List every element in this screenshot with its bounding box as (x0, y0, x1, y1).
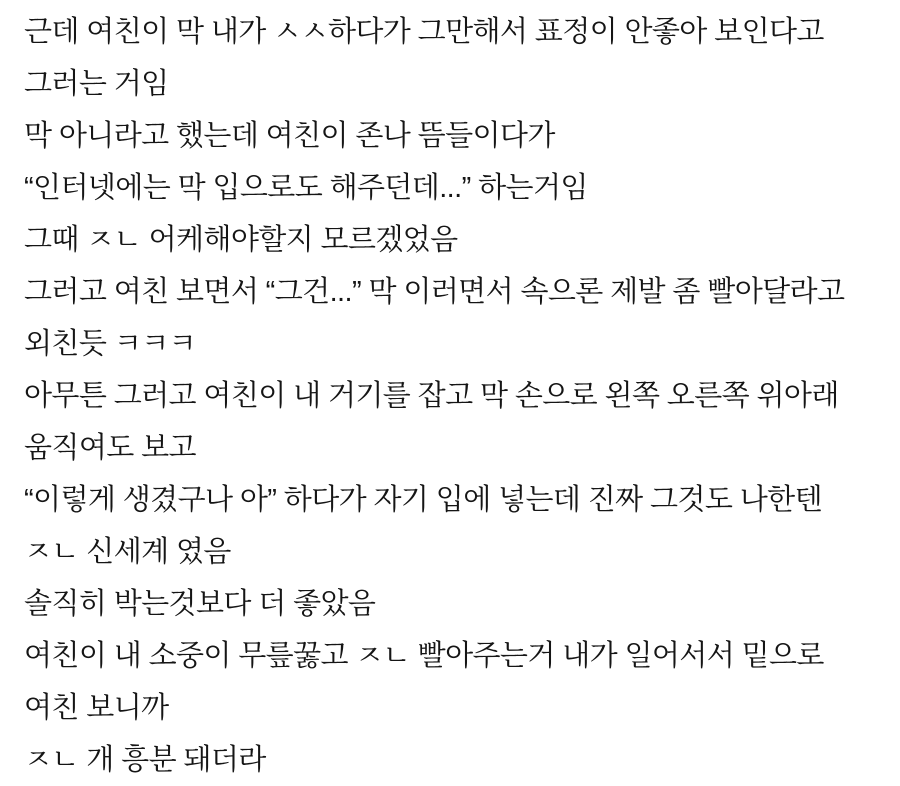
post-line: 근데 여친이 막 내가 ㅅㅅ하다가 그만해서 표정이 안좋아 보인다고 (24, 16, 824, 48)
post-line: 여친이 내 소중이 무릎꿇고 ㅈㄴ 빨아주는거 내가 일어서서 밑으로 (24, 640, 824, 672)
post-line: ㅈㄴ 개 흥분 돼더라 (24, 744, 266, 776)
post-line: 외친듯 ㅋㅋㅋ (24, 328, 196, 360)
post-line: 솔직히 박는것보다 더 좋았음 (24, 588, 376, 620)
post-line: 그러는 거임 (24, 68, 169, 100)
post-line: 그러고 여친 보면서 “그건...” 막 이러면서 속으론 제발 좀 빨아달라고 (24, 276, 845, 308)
post-line: 움직여도 보고 (24, 432, 196, 464)
post-line: 막 아니라고 했는데 여친이 존나 뜸들이다가 (24, 120, 555, 152)
post-line: “인터넷에는 막 입으로도 해주던데...” 하는거임 (24, 172, 588, 204)
post-line: ㅈㄴ 신세계 였음 (24, 536, 231, 568)
post-line: “이렇게 생겼구나 아” 하다가 자기 입에 넣는데 진짜 그것도 나한텐 (24, 484, 822, 516)
post-line: 아무튼 그러고 여친이 내 거기를 잡고 막 손으로 왼쪽 오른쪽 위아래 (24, 380, 839, 412)
post-line: 여친 보니까 (24, 692, 169, 724)
post-line: 그때 ㅈㄴ 어케해야할지 모르겠었음 (24, 224, 458, 256)
